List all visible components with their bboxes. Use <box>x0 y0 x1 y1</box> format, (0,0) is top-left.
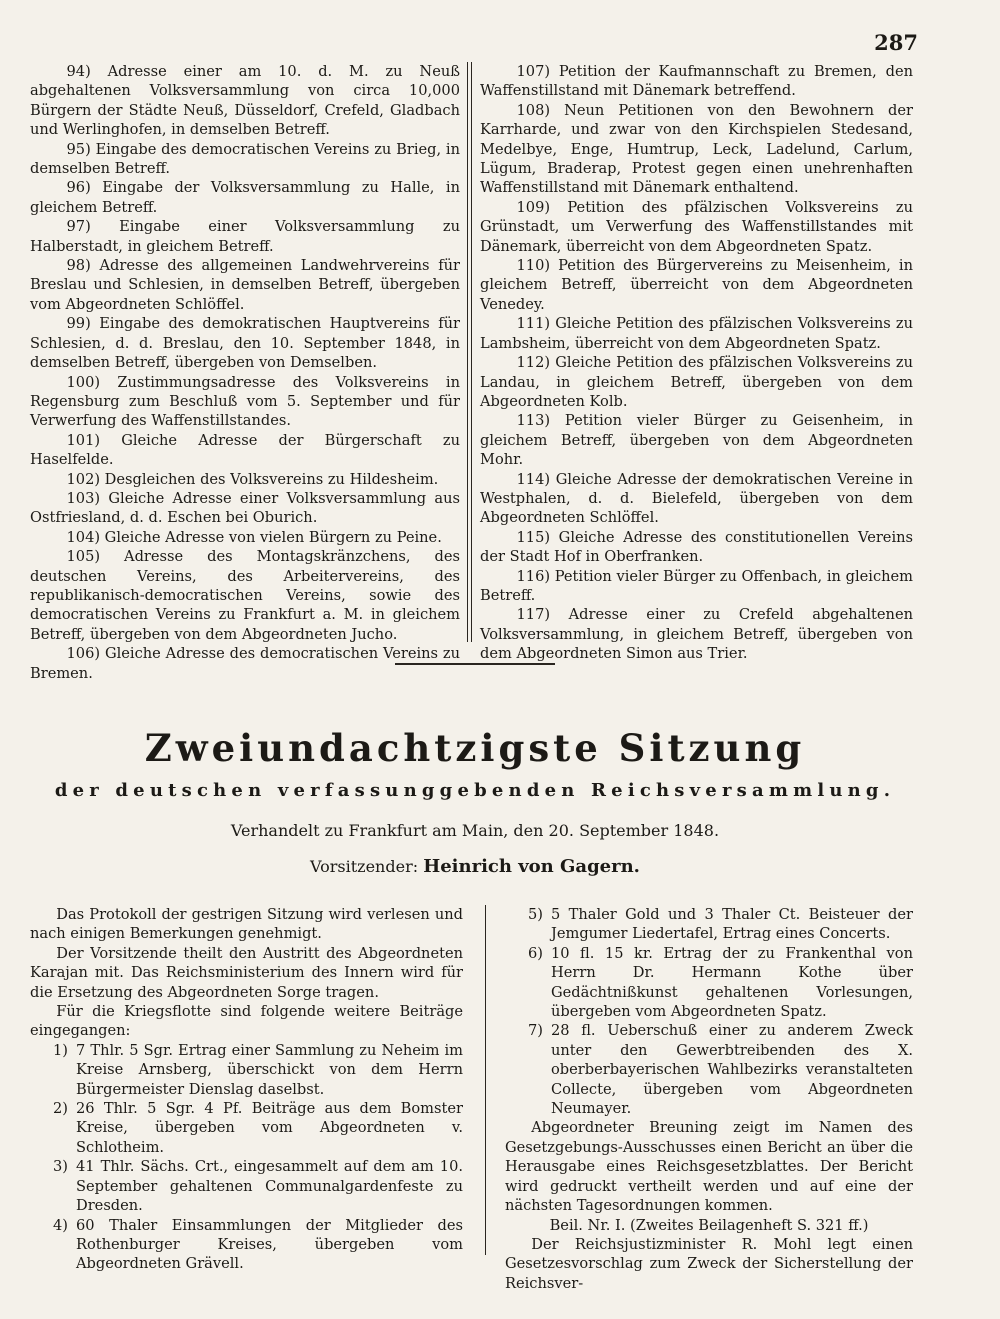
petition-entry: 102) Desgleichen des Volksvereins zu Hildesheim. <box>66 470 439 488</box>
petition-entry: 108) Neun Petitionen von den Bewohnern der Karrharde, und zwar von den Kirchspielen Stedesand, Medelbye, Enge, Humtrup, Leck, Ladelund, Carlum, Lügum, Braderap, Protest gegen einen unehrenhaften Waffenstillstand mit Dänemark enthaltend. <box>480 101 913 197</box>
petition-entry: 105) Adresse des Montagskränzchens, des deutschen Vereins, des Arbeitervereins, des republikanisch-democratischen Vereins, sowie des democratischen Vereins zu Frankfurt a. M. in gleichem Betreff, übergeben von dem Abgeordneten Jucho. <box>30 548 460 643</box>
petition-entry: 95) Eingabe des democratischen Vereins zu Brieg, in demselben Betreff. <box>30 140 460 178</box>
item-text: 7 Thlr. 5 Sgr. Ertrag einer Sammlung zu Neheim im Kreise Arnsberg, überschickt von dem Herrn Bürgermeister Dienslag daselbst. <box>76 1041 463 1098</box>
minutes-paragraph: Für die Kriegsflotte sind folgende weitere Beiträge eingegangen: <box>30 1003 463 1040</box>
item-number: 2) <box>53 1100 68 1118</box>
session-subtitle: der deutschen verfassunggebenden Reichsversammlung. <box>54 780 896 801</box>
petition-entry: 99) Eingabe des demokratischen Hauptvereins für Schlesien, d. d. Breslau, den 10. September 1848, in demselben Betreff, übergeben von Demselben. <box>30 315 460 372</box>
fleet-contribution-item <box>30 1157 463 1215</box>
fleet-contribution-item <box>505 1021 913 1118</box>
supplement-reference: Beil. Nr. I. (Zweites Beilagenheft S. 321 ff.) <box>549 1216 869 1234</box>
left-petition-list <box>30 62 460 683</box>
fleet-contribution-item <box>30 1041 463 1099</box>
chair-label: Vorsitzender: <box>310 857 419 876</box>
petition-entry: 103) Gleiche Adresse einer Volksversammlung aus Ostfriesland, d. d. Eschen bei Oburich. <box>30 489 460 527</box>
petition-entry: 110) Petition des Bürgervereins zu Meisenheim, in gleichem Betreff, überreicht von dem Abgeordneten Venedey. <box>480 257 913 313</box>
section-separator-rule <box>395 663 555 665</box>
petition-entry: 100) Zustimmungsadresse des Volksvereins in Regensburg zum Beschluß vom 5. September und für Verwerfung des Waffenstillstandes. <box>30 373 460 430</box>
minutes-left-column <box>30 905 463 1274</box>
session-dateline: Verhandelt zu Frankfurt am Main, den 20. September 1848. <box>230 821 720 840</box>
petition-entry: 109) Petition des pfälzischen Volksvereins zu Grünstadt, um Verwerfung des Waffenstillstandes mit Dänemark, überreicht von dem Abgeordneten Spatz. <box>480 198 913 255</box>
minutes-paragraph: Der Vorsitzende theilt den Austritt des Abgeordneten Karajan mit. Das Reichsministerium des Innern wird für die Ersetzung des Abgeordneten Sorge tragen. <box>30 944 463 1001</box>
item-number: 3) <box>53 1158 68 1176</box>
item-text: 5 Thaler Gold und 3 Thaler Ct. Beisteuer der Jemgumer Liedertafel, Ertrag eines Concerts. <box>551 906 913 943</box>
petition-entry: 114) Gleiche Adresse der demokratischen Vereine in Westphalen, d. d. Bielefeld, übergeben von dem Abgeordneten Schlöffel. <box>480 470 913 527</box>
petition-entry: 117) Adresse einer zu Crefeld abgehaltenen Volksversammlung, in gleichem Betreff, übergeben von dem Abgeordneten Simon aus Trier. <box>480 606 913 663</box>
column-divider-bottom <box>485 905 486 1255</box>
petition-entry: 98) Adresse des allgemeinen Landwehrvereins für Breslau und Schlesien, in demselben Betreff, übergeben vom Abgeordneten Schlöffel. <box>30 257 460 313</box>
petition-entry: 116) Petition vieler Bürger zu Offenbach, in gleichem Betreff. <box>480 567 913 604</box>
fleet-contribution-item <box>505 944 913 1022</box>
petition-entry: 97) Eingabe einer Volksversammlung zu Halberstadt, in gleichem Betreff. <box>30 218 460 255</box>
petition-entry: 96) Eingabe der Volksversammlung zu Halle, in gleichem Betreff. <box>30 179 460 216</box>
item-number: 1) <box>53 1041 68 1059</box>
item-text: 60 Thaler Einsammlungen der Mitglieder des Rothenburger Kreises, übergeben vom Abgeordneten Grävell. <box>76 1216 463 1273</box>
minutes-right-column <box>505 905 913 1293</box>
petition-entry: 111) Gleiche Petition des pfälzischen Volksvereins zu Lambsheim, überreicht von dem Abgeordneten Spatz. <box>480 315 913 352</box>
petition-entry: 101) Gleiche Adresse der Bürgerschaft zu Haselfelde. <box>30 431 460 469</box>
item-number: 7) <box>528 1022 543 1040</box>
fleet-contribution-item <box>30 1216 463 1274</box>
petition-entry: 106) Gleiche Adresse des democratischen Vereins zu Bremen. <box>30 645 460 682</box>
item-text: 41 Thlr. Sächs. Crt., eingesammelt auf dem am 10. September gehaltenen Communalgardenfeste zu Dresden. <box>76 1158 463 1215</box>
item-number: 4) <box>53 1216 68 1234</box>
chair-name: Heinrich von Gagern. <box>423 856 640 877</box>
minutes-paragraph: Das Protokoll der gestrigen Sitzung wird verlesen und nach einigen Bemerkungen genehmigt. <box>30 906 463 943</box>
petition-entry: 94) Adresse einer am 10. d. M. zu Neuß abgehaltenen Volksversammlung von circa 10,000 Bürgern der Städte Neuß, Düsseldorf, Crefeld, Gladbach und Werlinghofen, in demselben Betreff. <box>30 63 460 139</box>
petition-entry: 104) Gleiche Adresse von vielen Bürgern zu Peine. <box>66 528 442 546</box>
petition-entry: 112) Gleiche Petition des pfälzischen Volksvereins zu Landau, in gleichem Betreff, übergeben von dem Abgeordneten Kolb. <box>480 354 913 410</box>
petition-entry: 107) Petition der Kaufmannschaft zu Bremen, den Waffenstillstand mit Dänemark betreffend. <box>480 63 913 100</box>
minutes-paragraph: Der Reichsjustizminister R. Mohl legt einen Gesetzesvorschlag zum Zweck der Sicherstellung der Reichsver- <box>505 1235 913 1292</box>
item-number: 6) <box>528 944 543 962</box>
item-text: 28 fl. Ueberschuß einer zu anderem Zweck unter den Gewerbtreibenden des X. oberberbayerischen Wahlbezirks veranstalteten Collecte, übergeben vom Abgeordneten Neumayer. <box>551 1022 913 1118</box>
petition-entry: 115) Gleiche Adresse des constitutionellen Vereins der Stadt Hof in Oberfranken. <box>480 528 913 566</box>
fleet-contribution-item <box>505 905 913 944</box>
column-divider-top-2 <box>471 62 472 642</box>
fleet-contribution-item <box>30 1099 463 1157</box>
item-text: 26 Thlr. 5 Sgr. 4 Pf. Beiträge aus dem Bomster Kreise, übergeben vom Abgeordneten v. Schlotheim. <box>76 1100 463 1156</box>
item-number: 5) <box>528 906 543 923</box>
minutes-paragraph: Abgeordneter Breuning zeigt im Namen des Gesetzgebungs-Ausschusses einen Bericht an über die Herausgabe eines Reichsgesetzblattes. Der Bericht wird gedruckt vertheilt werden und auf eine der nächsten Tagesordnungen kommen. <box>505 1119 913 1215</box>
page-number: 287 <box>874 30 918 55</box>
chair-line <box>30 856 920 877</box>
petition-entry: 113) Petition vieler Bürger zu Geisenheim, in gleichem Betreff, übergeben von dem Abgeordneten Mohr. <box>480 412 913 469</box>
session-title: Zweiundachtzigste Sitzung <box>144 726 806 770</box>
right-petition-list <box>480 62 913 664</box>
item-text: 10 fl. 15 kr. Ertrag der zu Frankenthal von Herrn Dr. Hermann Kothe über Gedächtnißkunst gehaltenen Vorlesungen, übergeben vom Abgeordneten Spatz. <box>551 944 913 1021</box>
column-divider-top <box>467 62 468 642</box>
